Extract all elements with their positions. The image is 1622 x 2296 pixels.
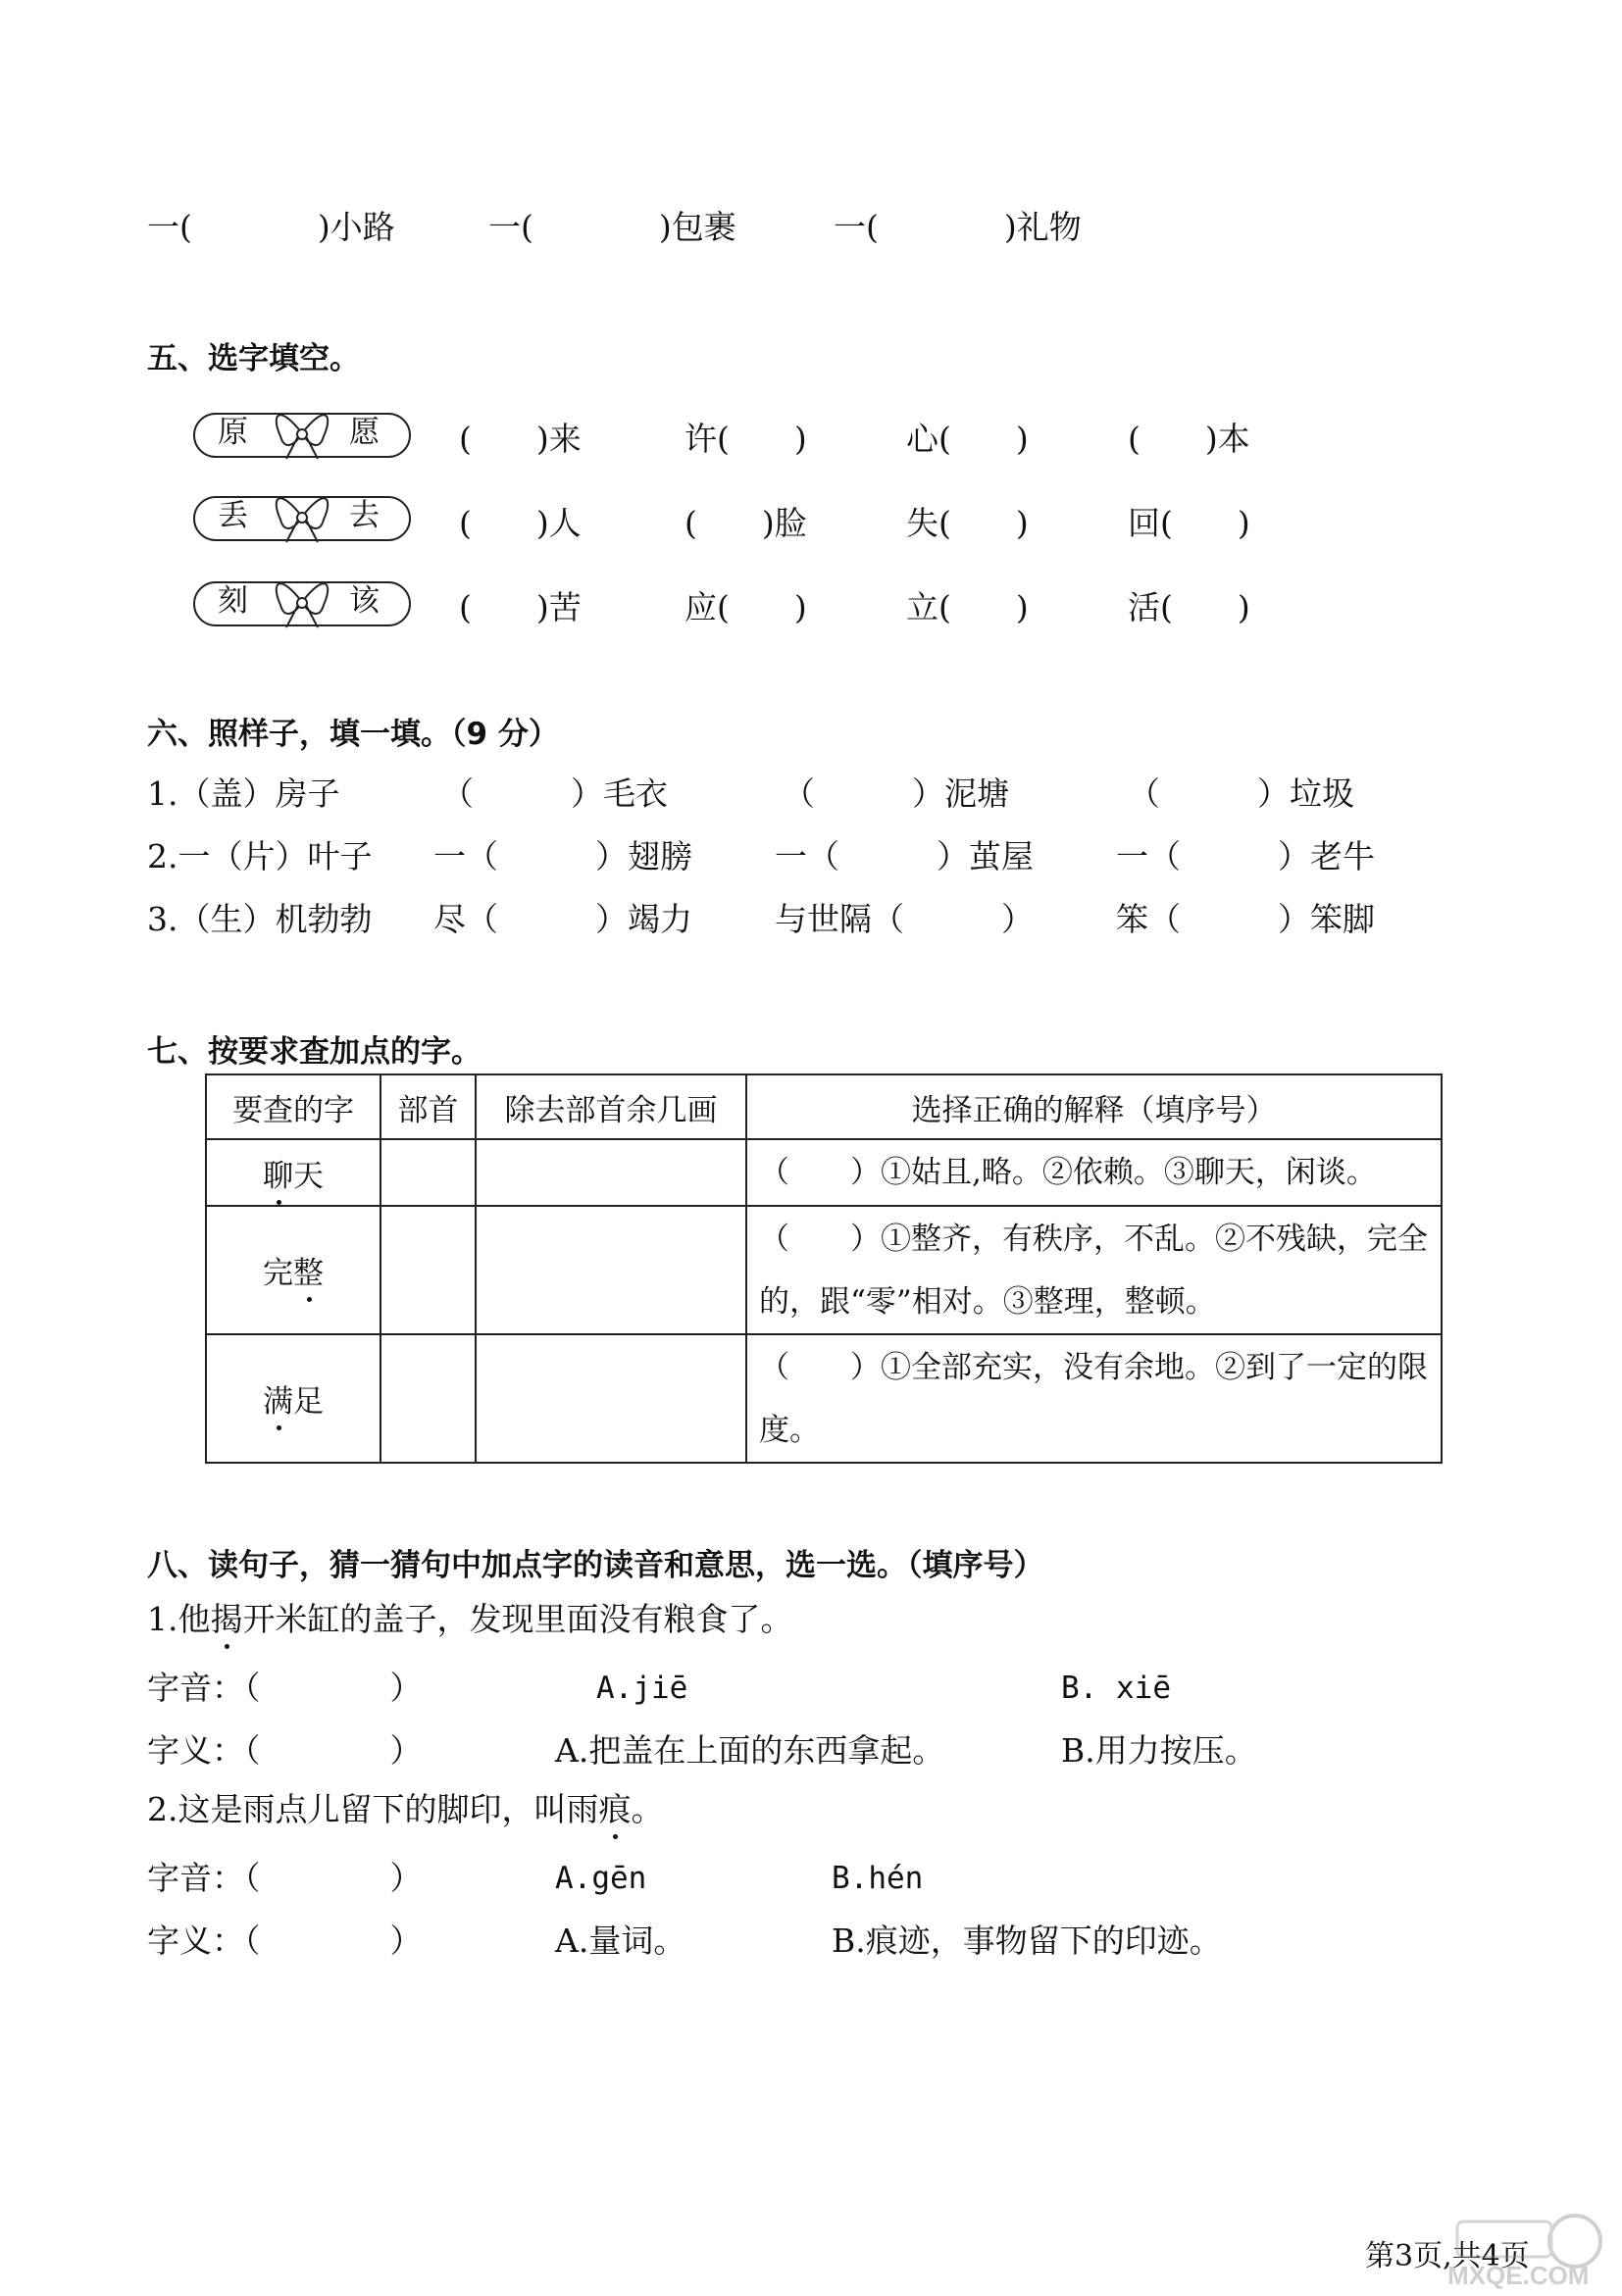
radical-cell[interactable] [380,1334,476,1463]
bow-box-3 [192,575,412,628]
q6-item: （ ）垃圾 [1128,774,1354,813]
s2-meaning-label: 字义：（ ） [147,1922,423,1960]
q6-item: 一（ ）老牛 [1116,837,1375,875]
explanation-cell: （ ）①姑且,略。②依赖。③聊天，闲谈。 [746,1139,1442,1206]
section-5-heading: 五、选字填空。 [147,341,360,376]
stroke-count-cell[interactable] [476,1334,746,1463]
bow-box-2 [192,490,412,543]
char-left: 丢 [218,498,248,533]
watermark-text: MXQE.COM [1447,2261,1590,2290]
explanation-cell: （ ）①全部充实，没有余地。②到了一定的限度。 [746,1334,1442,1463]
s2-meaning-option-a: A.量词。 [555,1922,686,1960]
char-right: 该 [349,583,380,619]
q6-item: 一（ ）翅膀 [433,837,692,875]
lookup-table [205,1073,1443,1464]
q5-item: ( )脸 [684,504,807,542]
s2-sound-option-a: A.gēn [555,1861,647,1896]
sentence-1: 1.他揭开米缸的盖子，发现里面没有粮食了。 [147,1600,793,1638]
s2-sound-option-b: B.hén [832,1861,924,1896]
measure-word-item-2: 一( )包裹 [488,208,736,246]
s1-sound-option-a: A.jiē [596,1671,688,1706]
s2-sound-label: 字音：（ ） [147,1859,423,1897]
q6-item: （ ）泥塘 [783,774,1009,813]
q6-item: 一（ ）茧屋 [775,837,1034,875]
stroke-count-cell[interactable] [476,1206,746,1334]
q5-item: 活( ) [1128,588,1250,626]
char-left: 原 [218,415,248,450]
page-number: 第3页,共4页 [1365,2239,1530,2273]
table-header: 选择正确的解释（填序号） [746,1074,1442,1139]
table-row [206,1206,1442,1334]
q6-item: 笨（ ）笨脚 [1116,900,1375,938]
radical-cell[interactable] [380,1139,476,1206]
q6-item: 尽（ ）竭力 [433,900,692,938]
q5-item: ( )人 [459,504,582,542]
lookup-word: 完整 [206,1206,380,1334]
section-8-heading: 八、读句子，猜一猜句中加点字的读音和意思，选一选。（填序号） [147,1548,1044,1583]
section-6-heading: 六、照样子，填一填。（9 分） [147,717,559,752]
q6-item: 1.（盖）房子 [147,774,340,813]
s1-sound-label: 字音：（ ） [147,1669,423,1707]
table-header: 要查的字 [206,1074,380,1139]
table-header: 除去部首余几画 [476,1074,746,1139]
char-left: 刻 [218,583,248,619]
stroke-count-cell[interactable] [476,1139,746,1206]
lookup-word: 聊天 [206,1139,380,1206]
q6-item: 3.（生）机勃勃 [147,900,373,938]
q5-item: 失( ) [906,504,1029,542]
radical-cell[interactable] [380,1206,476,1334]
s1-meaning-option-a: A.把盖在上面的东西拿起。 [555,1731,945,1770]
q5-item: 应( ) [684,588,807,626]
q5-item: ( )本 [1128,420,1250,458]
dotted-char: 痕 [598,1790,632,1828]
q5-item: ( )来 [459,420,582,458]
s1-sound-option-b: B. xiē [1061,1671,1171,1706]
table-header: 部首 [380,1074,476,1139]
table-row [206,1334,1442,1463]
table-row [206,1139,1442,1206]
q6-item: 2.一（片）叶子 [147,837,373,875]
q6-item: 与世隔（ ） [775,900,1034,938]
s1-meaning-option-b: B.用力按压。 [1061,1731,1257,1770]
q5-item: 立( ) [906,588,1029,626]
q5-item: 心( ) [906,420,1029,458]
section-7-heading: 七、按要求查加点的字。 [147,1034,482,1070]
measure-word-line: 一( )小路 [147,208,395,246]
bow-box-1 [192,407,412,460]
dotted-char: 整 [293,1248,324,1292]
q5-item: ( )苦 [459,588,582,626]
s1-meaning-label: 字义：（ ） [147,1731,423,1770]
dotted-char: 满 [263,1376,293,1421]
measure-word-item-3: 一( )礼物 [834,208,1082,246]
watermark-logo [1428,2210,1620,2292]
sentence-2: 2.这是雨点儿留下的脚印，叫雨痕。 [147,1790,664,1828]
q5-item: 回( ) [1128,504,1250,542]
q5-item: 许( ) [684,420,807,458]
char-right: 去 [349,498,380,533]
lookup-word: 满足 [206,1334,380,1463]
explanation-cell: （ ）①整齐，有秩序，不乱。②不残缺，完全的，跟“零”相对。③整理，整顿。 [746,1206,1442,1334]
dotted-char: 聊 [263,1151,293,1195]
dotted-char: 揭 [210,1600,243,1638]
table-header-row [206,1074,1442,1139]
char-right: 愿 [349,415,380,450]
q6-item: （ ）毛衣 [441,774,668,813]
s2-meaning-option-b: B.痕迹，事物留下的印迹。 [832,1922,1222,1960]
